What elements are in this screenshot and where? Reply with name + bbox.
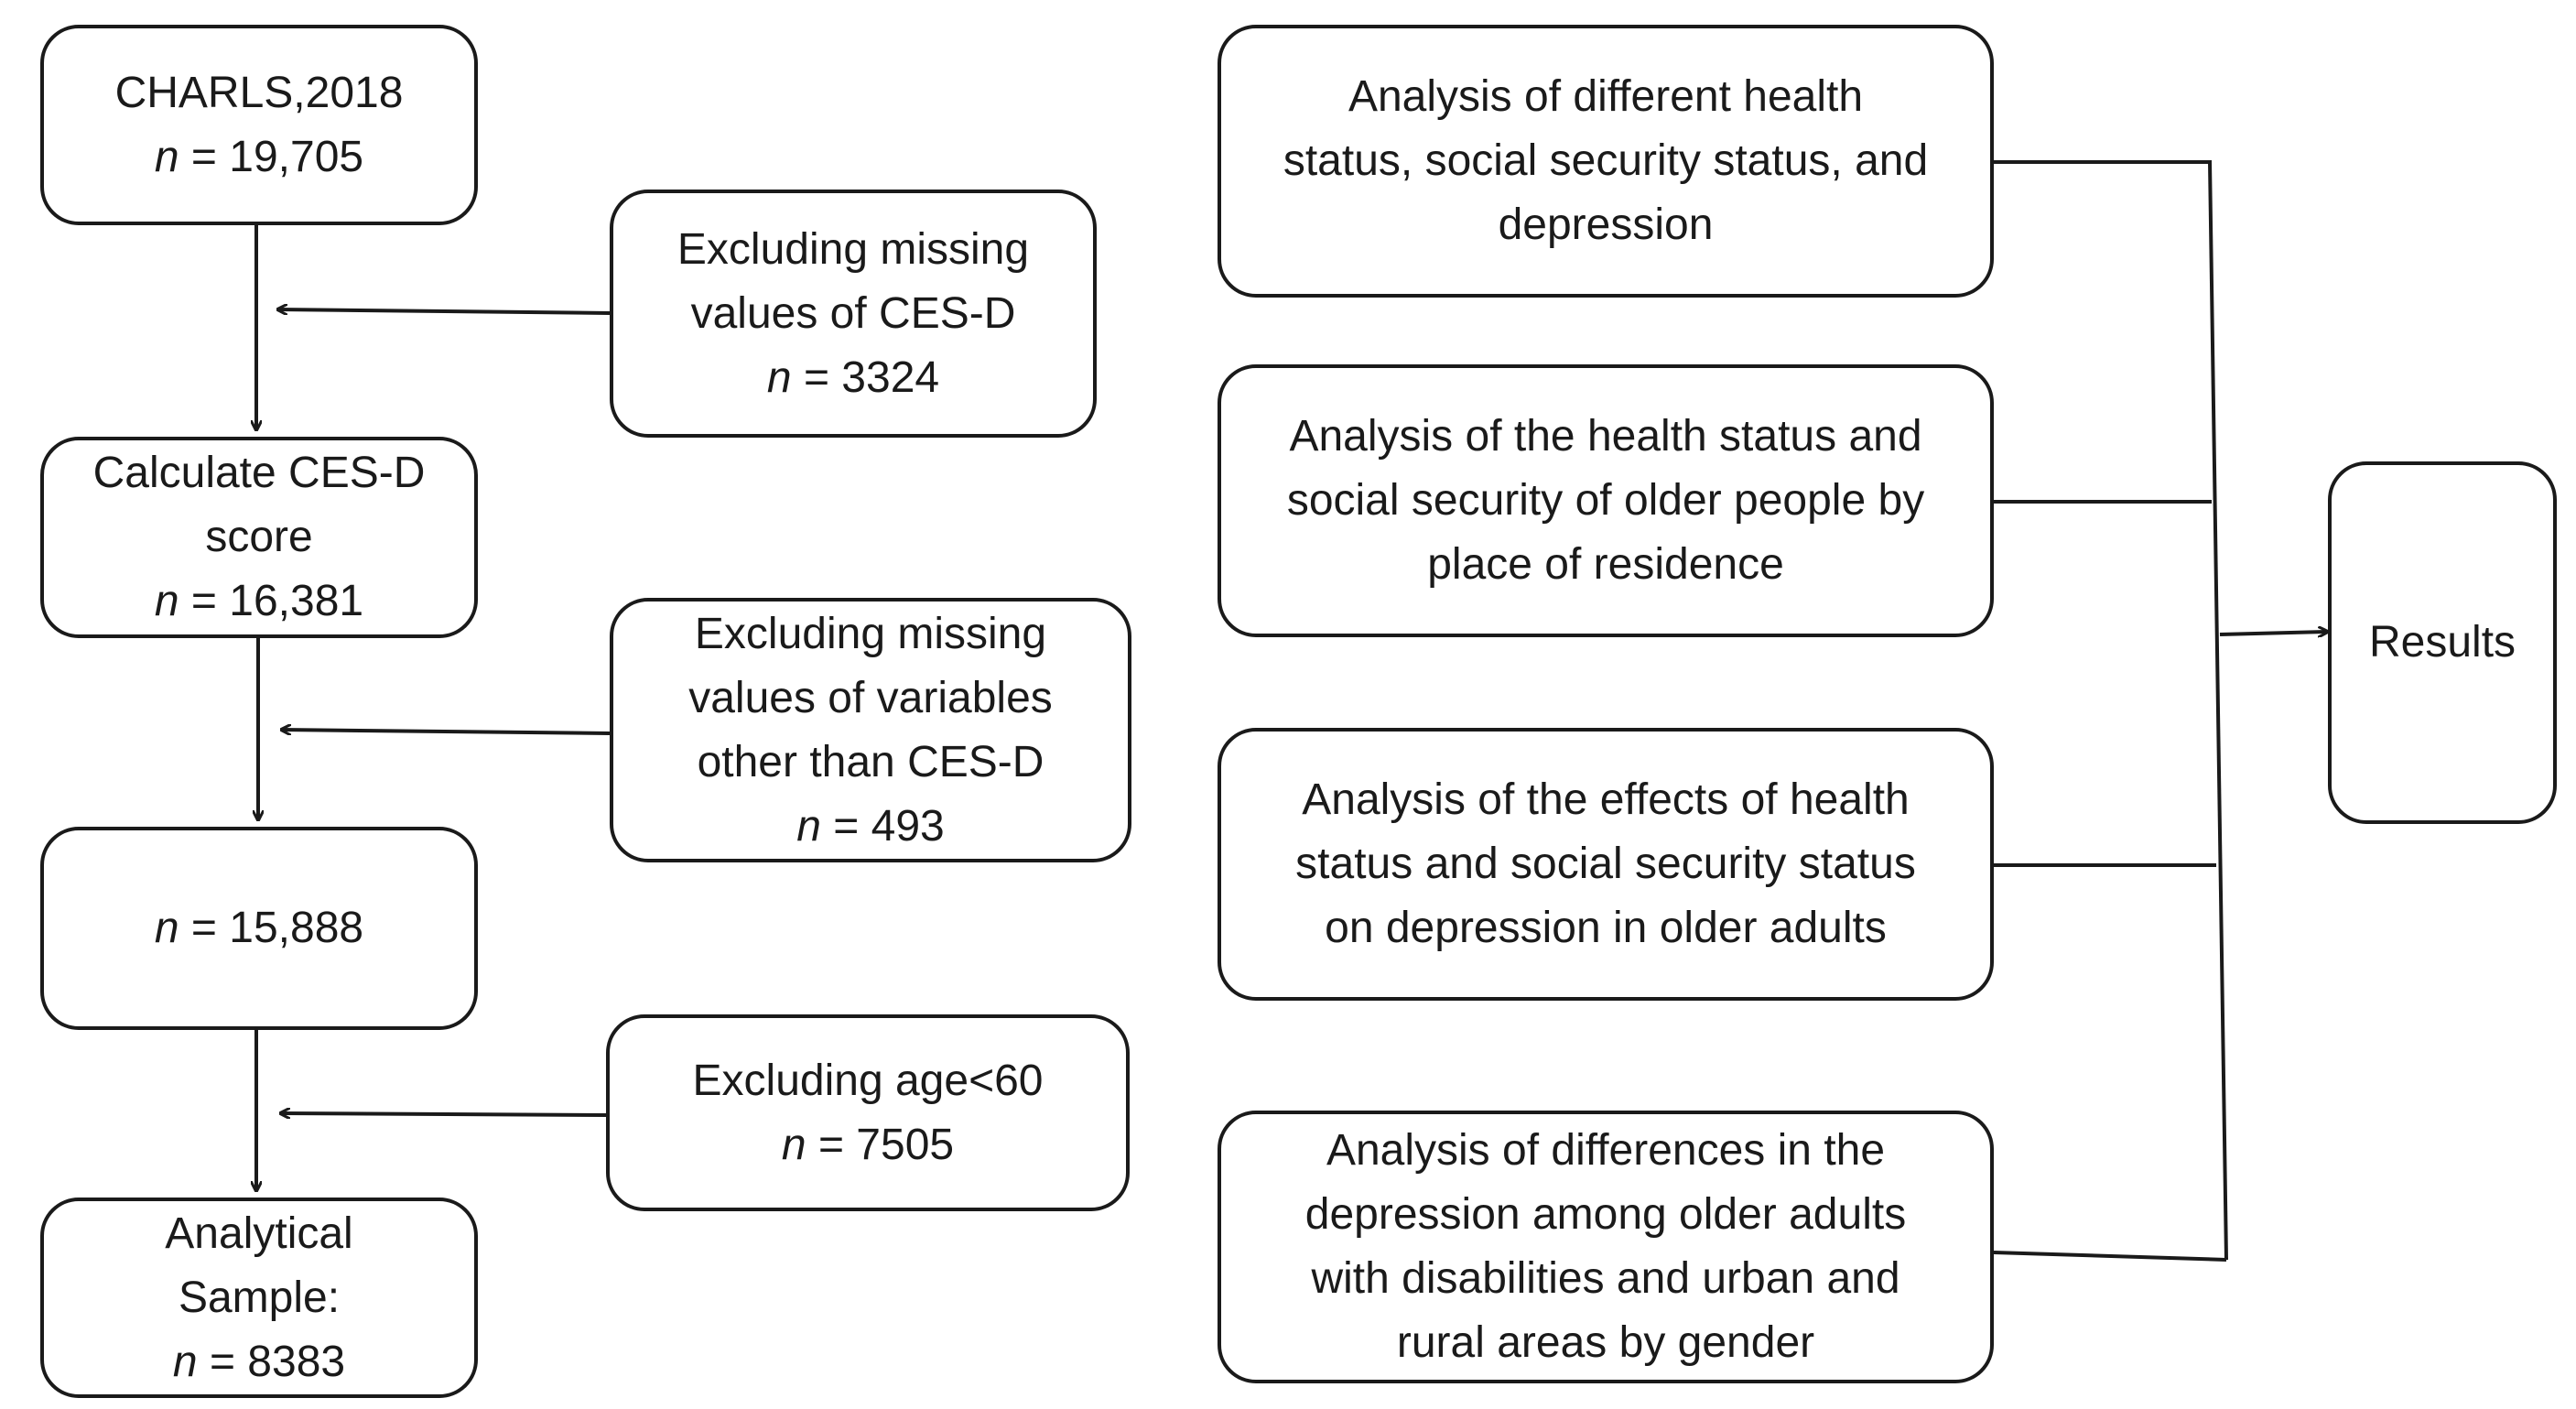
analytical-sample-box xyxy=(40,1198,478,1398)
analysis-box-1 xyxy=(1218,25,1994,298)
analysis-box-3 xyxy=(1218,728,1994,1001)
analysis-2-line-1: Analysis of the health status and xyxy=(1289,412,1922,461)
exclusion-arrow-age xyxy=(280,1113,606,1115)
excl-age-n xyxy=(610,1113,1126,1177)
excl-vars-line-2: values of variables xyxy=(688,673,1053,722)
calc-n xyxy=(44,569,474,634)
exclusion-vars-box xyxy=(610,598,1131,862)
excl-age-n-var: n xyxy=(781,1120,806,1169)
charls-box xyxy=(40,25,478,225)
final-label-1: Analytical xyxy=(165,1208,353,1258)
excl-vars-line-3: other than CES-D xyxy=(697,737,1044,786)
excl-cesd-line-2: values of CES-D xyxy=(690,288,1016,338)
excl-cesd-line-1: Excluding missing xyxy=(676,224,1030,274)
analysis-2-line-2: social security of older people by xyxy=(1286,476,1925,525)
results-label: Results xyxy=(2368,618,2516,667)
charls-n-value: = 19,705 xyxy=(190,132,364,181)
mid-n xyxy=(44,896,474,960)
analysis-4-line-4: rural areas by gender xyxy=(1396,1318,1815,1367)
calc-label-2: score xyxy=(205,513,313,561)
results-box xyxy=(2328,461,2557,824)
excl-cesd-n-value: = 3324 xyxy=(803,352,940,402)
excl-cesd-n xyxy=(613,346,1093,410)
excl-vars-n xyxy=(613,795,1128,859)
bracket-line-4 xyxy=(1994,1252,2226,1260)
analysis-3-line-3: on depression in older adults xyxy=(1325,904,1887,952)
excl-cesd-n-var: n xyxy=(766,352,792,402)
analysis-1-line-2: status, social security status, and xyxy=(1283,136,1929,185)
analysis-4-line-2: depression among older adults xyxy=(1304,1190,1907,1239)
calc-label-1: Calculate CES-D xyxy=(92,449,426,497)
exclusion-cesd-box xyxy=(610,190,1097,438)
analysis-4-line-3: with disabilities and urban and xyxy=(1311,1254,1900,1303)
final-n xyxy=(44,1330,474,1394)
exclusion-arrow-cesd xyxy=(277,309,610,313)
analysis-3-line-2: status and social security status xyxy=(1295,840,1916,888)
exclusion-arrow-vars xyxy=(281,730,610,733)
analysis-box-2 xyxy=(1218,364,1994,637)
analysis-1-line-3: depression xyxy=(1498,201,1714,249)
excl-age-line-1: Excluding age<60 xyxy=(692,1056,1044,1105)
calc-n-var: n xyxy=(154,577,179,625)
mid-sample-box xyxy=(40,827,478,1030)
excl-age-n-value: = 7505 xyxy=(817,1120,955,1169)
analysis-3-line-1: Analysis of the effects of health xyxy=(1302,775,1910,824)
calc-box xyxy=(40,437,478,638)
excl-vars-n-var: n xyxy=(796,801,821,851)
final-n-var: n xyxy=(172,1337,198,1386)
mid-n-value: = 15,888 xyxy=(190,904,364,952)
charls-n xyxy=(44,125,474,190)
excl-vars-line-1: Excluding missing xyxy=(694,609,1047,658)
analysis-4-line-1: Analysis of differences in the xyxy=(1326,1126,1886,1175)
analysis-1-line-1: Analysis of different health xyxy=(1348,72,1864,121)
final-n-value: = 8383 xyxy=(209,1337,346,1386)
final-label-2: Sample: xyxy=(178,1273,341,1322)
charls-n-var: n xyxy=(154,132,179,181)
charls-label: CHARLS,2018 xyxy=(114,68,404,117)
mid-n-var: n xyxy=(154,904,179,952)
calc-n-value: = 16,381 xyxy=(190,577,364,625)
exclusion-age-box xyxy=(606,1014,1130,1211)
bracket-spine xyxy=(2210,162,2226,1260)
excl-vars-n-value: = 493 xyxy=(833,801,945,851)
results-arrow xyxy=(2220,632,2328,634)
analysis-box-4 xyxy=(1218,1111,1994,1383)
analysis-2-line-3: place of residence xyxy=(1427,540,1784,589)
